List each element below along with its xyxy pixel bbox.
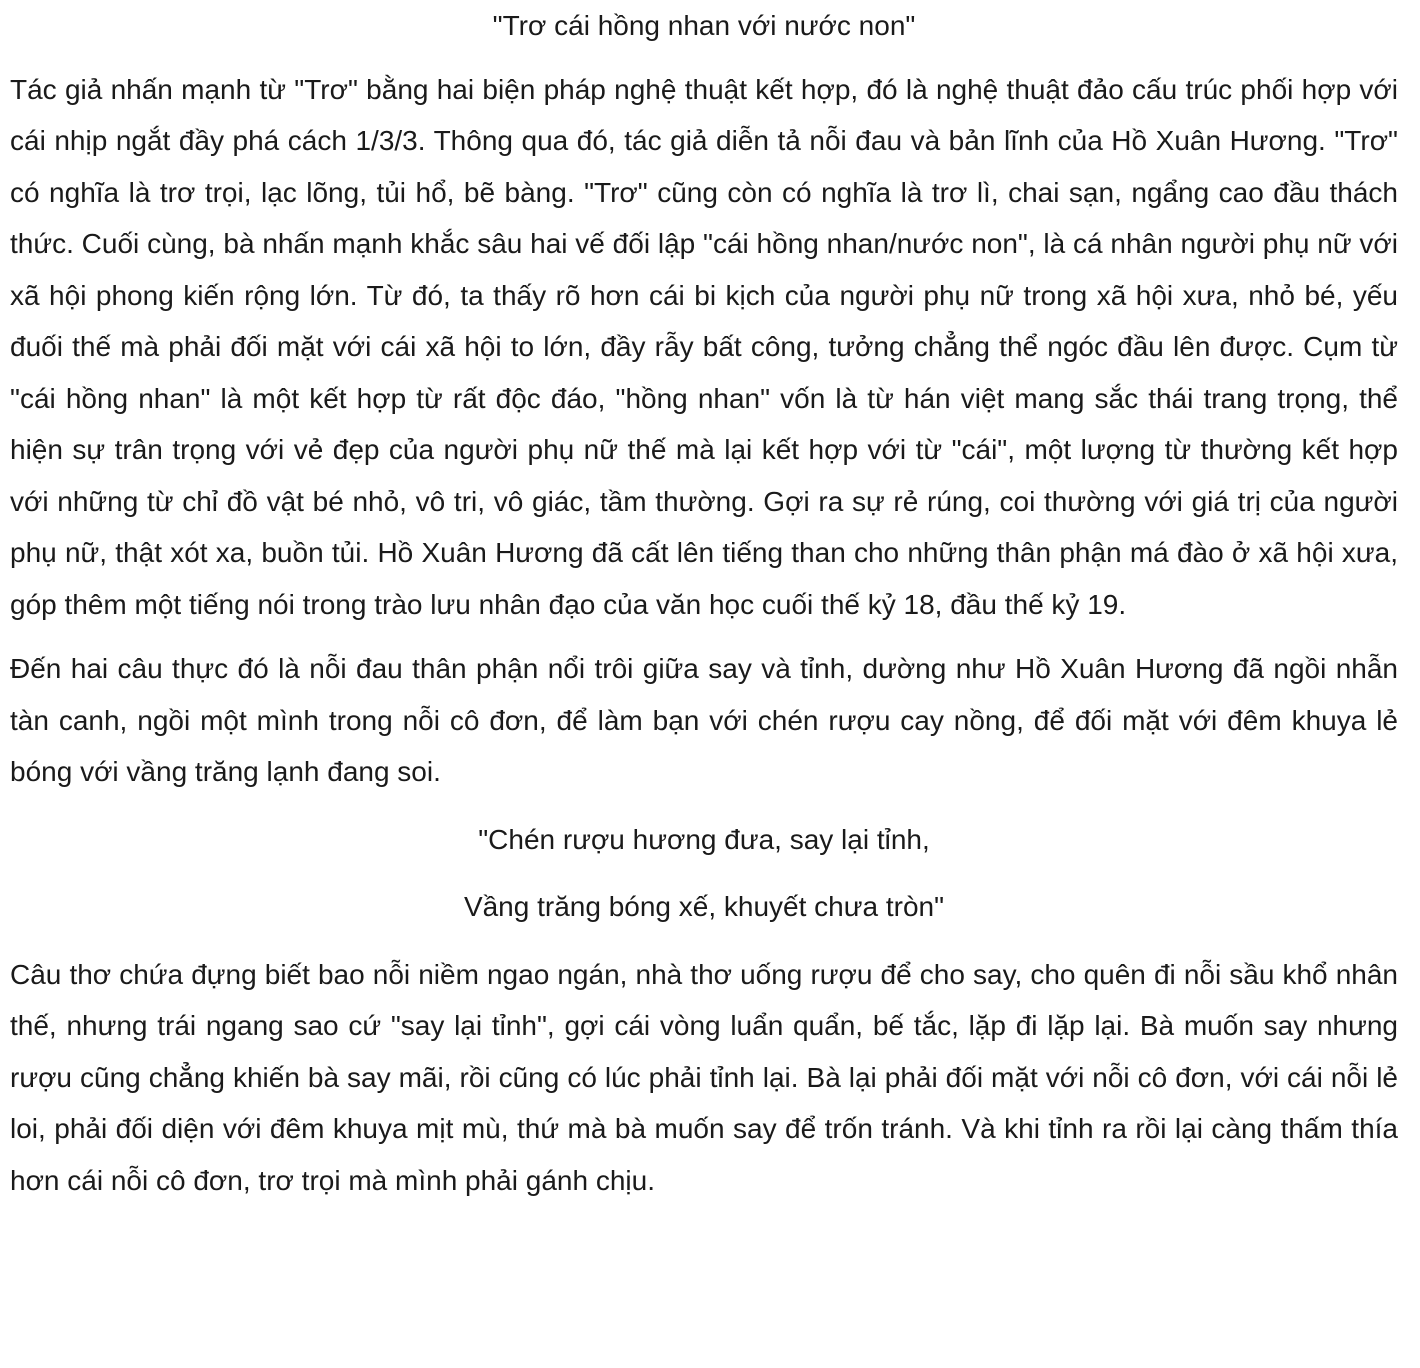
verse-quote: "Trơ cái hồng nhan với nước non" [492,10,916,41]
paragraph-cau-thuc: Đến hai câu thực đó là nỗi đau thân phận nổi trôi giữa say và tỉnh, dường như Hồ Xuân Hương đã ngồi nhẫn tàn canh, ngồi một mình trong nỗi cô đơn, để làm bạn với chén rượu cay nồng, để đối mặt với đêm khuya lẻ bóng với vầng trăng lạnh đang soi. [10,653,1398,787]
paragraph-analysis-say-tinh: Câu thơ chứa đựng biết bao nỗi niềm ngao ngán, nhà thơ uống rượu để cho say, cho quên đi nỗi sầu khổ nhân thế, nhưng trái ngang sao cứ "say lại tỉnh", gợi cái vòng luẩn quẩn, bế tắc, lặp đi lặp lại. Bà muốn say nhưng rượu cũng chẳng khiến bà say mãi, rồi cũng có lúc phải tỉnh lại. Bà lại phải đối mặt với nỗi cô đơn, với cái nỗi lẻ loi, phải đối diện với đêm khuya mịt mù, thứ mà bà muốn say để trốn tránh. Và khi tỉnh ra rồi lại càng thấm thía hơn cái nỗi cô đơn, trơ trọi mà mình phải gánh chịu. [10,958,1398,1196]
paragraph-analysis-tro: Tác giả nhấn mạnh từ "Trơ" bằng hai biện pháp nghệ thuật kết hợp, đó là nghệ thuật đảo cấu trúc phối hợp với cái nhịp ngắt đầy phá cách 1/3/3. Thông qua đó, tác giả diễn tả nỗi đau và bản lĩnh của Hồ Xuân Hương. "Trơ" có nghĩa là trơ trọi, lạc lõng, tủi hổ, bẽ bàng. "Trơ" cũng còn có nghĩa là trơ lì, chai sạn, ngẩng cao đầu thách thức. Cuối cùng, bà nhấn mạnh khắc sâu hai vế đối lập "cái hồng nhan/nước non", là cá nhân người phụ nữ với xã hội phong kiến rộng lớn. Từ đó, ta thấy rõ hơn cái bi kịch của người phụ nữ trong xã hội xưa, nhỏ bé, yếu đuối thế mà phải đối mặt với cái xã hội to lớn, đầy rẫy bất công, tưởng chẳng thể ngóc đầu lên được. Cụm từ "cái hồng nhan" là một kết hợp từ rất độc đáo, "hồng nhan" vốn là từ hán việt mang sắc thái trang trọng, thể hiện sự trân trọng với vẻ đẹp của người phụ nữ thế mà lại kết hợp với từ "cái", một lượng từ thường kết hợp với những từ chỉ đồ vật bé nhỏ, vô tri, vô giác, tầm thường. Gợi ra sự rẻ rúng, coi thường với giá trị của người phụ nữ, thật xót xa, buồn tủi. Hồ Xuân Hương đã cất lên tiếng than cho những thân phận má đào ở xã hội xưa, góp thêm một tiếng nói trong trào lưu nhân đạo của văn học cuối thế kỷ 18, đầu thế kỷ 19. [10,73,1398,620]
verse-line-1: "Chén rượu hương đưa, say lại tỉnh, [478,823,930,855]
verse-line-2: Vầng trăng bóng xế, khuyết chưa tròn" [463,891,945,922]
